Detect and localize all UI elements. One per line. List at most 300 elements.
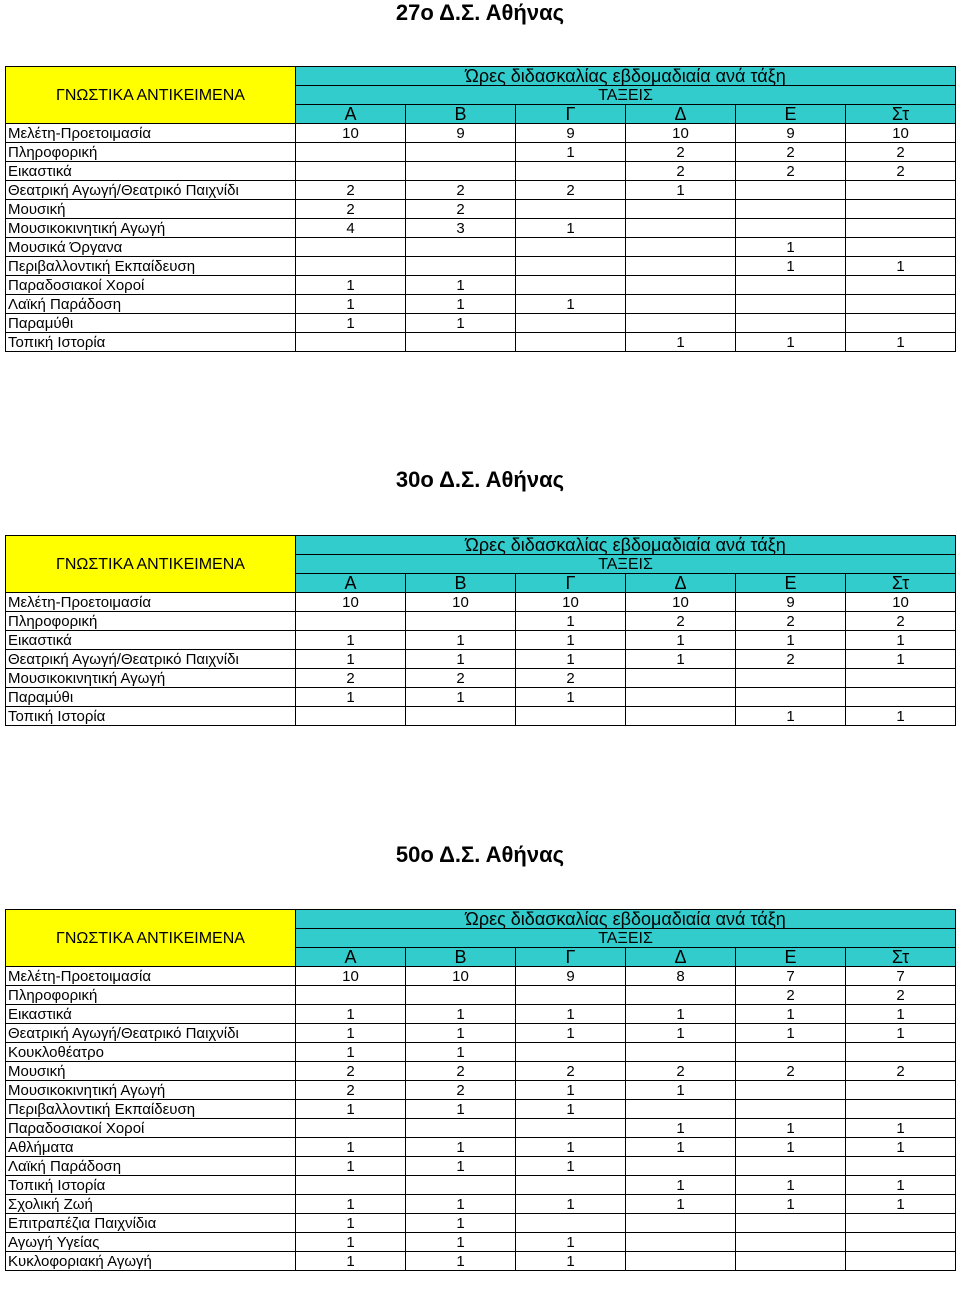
hours-cell: 1	[846, 1176, 956, 1195]
subject-cell: Περιβαλλοντική Εκπαίδευση	[6, 1100, 296, 1119]
subject-cell: Τοπική Ιστορία	[6, 333, 296, 352]
hours-cell: 10	[296, 967, 406, 986]
hours-cell	[736, 276, 846, 295]
grade-header: Γ	[516, 948, 626, 967]
hours-cell	[296, 162, 406, 181]
grade-header: Γ	[516, 574, 626, 593]
table-row	[6, 1081, 956, 1100]
hours-cell: 1	[296, 1157, 406, 1176]
hours-cell: 1	[846, 1195, 956, 1214]
school-title: 50ο Δ.Σ. Αθήνας	[395, 842, 565, 867]
table-row	[6, 1062, 956, 1081]
hours-cell	[626, 276, 736, 295]
hours-cell: 10	[406, 593, 516, 612]
subject-cell: Κυκλοφοριακή Αγωγή	[6, 1252, 296, 1271]
hours-cell: 1	[516, 1233, 626, 1252]
grade-header: Γ	[516, 105, 626, 124]
hours-cell	[736, 688, 846, 707]
table-row	[6, 631, 956, 650]
grade-header: Ε	[736, 948, 846, 967]
hours-cell	[516, 1043, 626, 1062]
hours-cell	[736, 295, 846, 314]
hours-cell	[406, 333, 516, 352]
hours-cell	[736, 314, 846, 333]
table-row	[6, 593, 956, 612]
table-row	[6, 200, 956, 219]
table-row	[6, 276, 956, 295]
hours-cell	[626, 1233, 736, 1252]
table-row	[6, 124, 956, 143]
hours-cell	[296, 1176, 406, 1195]
hours-cell: 1	[626, 1176, 736, 1195]
subject-cell: Μελέτη-Προετοιμασία	[6, 967, 296, 986]
hours-cell	[846, 314, 956, 333]
grade-header: Δ	[626, 574, 736, 593]
hours-cell: 1	[296, 650, 406, 669]
hours-cell	[406, 257, 516, 276]
hours-cell	[736, 1081, 846, 1100]
hours-cell	[846, 1043, 956, 1062]
subject-cell: Περιβαλλοντική Εκπαίδευση	[6, 257, 296, 276]
table-row	[6, 1233, 956, 1252]
table-row	[6, 986, 956, 1005]
subject-cell: Μουσικοκινητική Αγωγή	[6, 219, 296, 238]
hours-header: Ώρες διδασκαλίας εβδομαδιαία ανά τάξη	[296, 536, 956, 555]
hours-cell: 1	[406, 1252, 516, 1271]
table-row	[6, 219, 956, 238]
hours-cell: 1	[736, 1195, 846, 1214]
hours-cell	[516, 333, 626, 352]
hours-header: Ώρες διδασκαλίας εβδομαδιαία ανά τάξη	[296, 67, 956, 86]
hours-cell	[516, 238, 626, 257]
hours-cell	[846, 1233, 956, 1252]
subjects-header: ΓΝΩΣΤΙΚΑ ΑΝΤΙΚΕΙΜΕΝΑ	[6, 67, 296, 124]
hours-cell	[736, 1157, 846, 1176]
subject-cell: Πληροφορική	[6, 143, 296, 162]
hours-cell: 1	[736, 1138, 846, 1157]
hours-cell	[626, 295, 736, 314]
grade-header: Ε	[736, 574, 846, 593]
hours-cell	[406, 143, 516, 162]
hours-cell: 1	[406, 1005, 516, 1024]
hours-cell: 1	[296, 1024, 406, 1043]
hours-cell: 2	[296, 1081, 406, 1100]
hours-cell: 1	[516, 631, 626, 650]
hours-cell: 1	[406, 1214, 516, 1233]
classes-header: ΤΑΞΕΙΣ	[296, 86, 956, 105]
hours-cell	[846, 1252, 956, 1271]
hours-cell: 1	[626, 1119, 736, 1138]
table-row	[6, 162, 956, 181]
hours-cell	[406, 1176, 516, 1195]
hours-cell	[626, 314, 736, 333]
hours-cell	[516, 1176, 626, 1195]
hours-cell: 10	[406, 967, 516, 986]
grade-header: Α	[296, 105, 406, 124]
hours-cell	[736, 200, 846, 219]
subject-cell: Μελέτη-Προετοιμασία	[6, 593, 296, 612]
grade-header: Α	[296, 574, 406, 593]
hours-cell: 1	[846, 333, 956, 352]
table-row	[6, 1024, 956, 1043]
hours-cell	[626, 1043, 736, 1062]
subject-cell: Μουσική	[6, 200, 296, 219]
hours-cell: 1	[626, 650, 736, 669]
subjects-header: ΓΝΩΣΤΙΚΑ ΑΝΤΙΚΕΙΜΕΝΑ	[6, 536, 296, 593]
hours-cell: 1	[626, 1138, 736, 1157]
table-row	[6, 612, 956, 631]
grade-header: Β	[406, 105, 516, 124]
schedule-table	[5, 66, 956, 352]
hours-cell	[296, 238, 406, 257]
hours-cell: 1	[846, 650, 956, 669]
table-row	[6, 238, 956, 257]
hours-cell	[406, 162, 516, 181]
hours-cell: 2	[296, 181, 406, 200]
hours-cell: 1	[736, 1176, 846, 1195]
hours-cell	[626, 219, 736, 238]
hours-cell: 1	[736, 1005, 846, 1024]
subject-cell: Μουσικοκινητική Αγωγή	[6, 1081, 296, 1100]
subject-cell: Θεατρική Αγωγή/Θεατρικό Παιχνίδι	[6, 650, 296, 669]
hours-cell	[516, 257, 626, 276]
hours-cell	[516, 314, 626, 333]
schedule-table	[5, 535, 956, 726]
hours-cell: 1	[296, 1043, 406, 1062]
hours-cell: 2	[406, 1062, 516, 1081]
hours-cell	[626, 986, 736, 1005]
hours-cell: 9	[736, 124, 846, 143]
hours-cell	[846, 200, 956, 219]
hours-cell	[516, 986, 626, 1005]
hours-cell: 1	[516, 1024, 626, 1043]
hours-cell: 10	[846, 593, 956, 612]
hours-cell	[516, 162, 626, 181]
hours-cell: 1	[516, 1138, 626, 1157]
hours-cell: 1	[516, 1157, 626, 1176]
grade-header: Στ	[846, 948, 956, 967]
hours-cell	[406, 986, 516, 1005]
hours-cell	[296, 707, 406, 726]
hours-cell	[516, 276, 626, 295]
hours-cell	[846, 1214, 956, 1233]
hours-cell	[406, 707, 516, 726]
hours-cell: 1	[516, 688, 626, 707]
hours-cell	[626, 257, 736, 276]
subject-cell: Θεατρική Αγωγή/Θεατρικό Παιχνίδι	[6, 1024, 296, 1043]
table-row	[6, 1157, 956, 1176]
hours-cell: 2	[736, 162, 846, 181]
hours-cell	[296, 986, 406, 1005]
table-row	[6, 257, 956, 276]
hours-cell: 2	[736, 612, 846, 631]
subject-cell: Πληροφορική	[6, 612, 296, 631]
grade-header: Β	[406, 948, 516, 967]
hours-cell: 2	[846, 1062, 956, 1081]
hours-cell: 2	[846, 986, 956, 1005]
hours-cell	[846, 688, 956, 707]
hours-cell: 1	[846, 631, 956, 650]
hours-cell	[846, 219, 956, 238]
header-row	[6, 910, 956, 929]
hours-cell: 1	[296, 688, 406, 707]
hours-cell: 1	[626, 333, 736, 352]
grade-header: Β	[406, 574, 516, 593]
table-row	[6, 1119, 956, 1138]
hours-cell	[406, 612, 516, 631]
subject-cell: Τοπική Ιστορία	[6, 1176, 296, 1195]
hours-cell: 1	[516, 1005, 626, 1024]
hours-cell	[626, 688, 736, 707]
hours-cell	[626, 1252, 736, 1271]
subject-cell: Παραδοσιακοί Χοροί	[6, 276, 296, 295]
hours-cell: 9	[516, 967, 626, 986]
hours-cell: 1	[406, 1100, 516, 1119]
hours-cell: 2	[296, 1062, 406, 1081]
hours-cell	[846, 238, 956, 257]
hours-cell: 1	[406, 295, 516, 314]
hours-cell: 1	[296, 1005, 406, 1024]
hours-cell	[516, 1214, 626, 1233]
subject-cell: Μουσικά Όργανα	[6, 238, 296, 257]
hours-cell: 1	[626, 1081, 736, 1100]
hours-cell	[846, 1081, 956, 1100]
hours-cell: 8	[626, 967, 736, 986]
subject-cell: Εικαστικά	[6, 162, 296, 181]
hours-header: Ώρες διδασκαλίας εβδομαδιαία ανά τάξη	[296, 910, 956, 929]
hours-cell	[516, 200, 626, 219]
hours-cell	[626, 1157, 736, 1176]
hours-cell	[296, 333, 406, 352]
hours-cell: 9	[736, 593, 846, 612]
hours-cell: 2	[296, 669, 406, 688]
classes-header: ΤΑΞΕΙΣ	[296, 555, 956, 574]
school-title: 27ο Δ.Σ. Αθήνας	[395, 0, 565, 25]
hours-cell	[406, 238, 516, 257]
hours-cell	[846, 1100, 956, 1119]
subject-cell: Θεατρική Αγωγή/Θεατρικό Παιχνίδι	[6, 181, 296, 200]
subject-cell: Αθλήματα	[6, 1138, 296, 1157]
hours-cell: 10	[296, 124, 406, 143]
hours-cell: 2	[626, 1062, 736, 1081]
hours-cell: 1	[516, 1081, 626, 1100]
hours-cell: 1	[516, 1195, 626, 1214]
hours-cell: 4	[296, 219, 406, 238]
hours-cell: 1	[296, 295, 406, 314]
hours-cell: 3	[406, 219, 516, 238]
grade-header: Στ	[846, 105, 956, 124]
subject-cell: Λαϊκή Παράδοση	[6, 295, 296, 314]
hours-cell: 2	[846, 143, 956, 162]
hours-cell: 1	[296, 314, 406, 333]
hours-cell: 1	[736, 631, 846, 650]
hours-cell: 2	[516, 669, 626, 688]
hours-cell	[736, 1233, 846, 1252]
schedule-table	[5, 909, 956, 1271]
hours-cell: 1	[406, 1024, 516, 1043]
hours-cell: 7	[846, 967, 956, 986]
subjects-header: ΓΝΩΣΤΙΚΑ ΑΝΤΙΚΕΙΜΕΝΑ	[6, 910, 296, 967]
hours-cell: 1	[516, 1252, 626, 1271]
hours-cell: 1	[516, 650, 626, 669]
hours-cell: 9	[406, 124, 516, 143]
hours-cell: 1	[846, 1024, 956, 1043]
subject-cell: Τοπική Ιστορία	[6, 707, 296, 726]
table-row	[6, 1195, 956, 1214]
hours-cell: 1	[406, 1233, 516, 1252]
table-row	[6, 1214, 956, 1233]
hours-cell: 1	[516, 1100, 626, 1119]
grade-header: Δ	[626, 105, 736, 124]
table-row	[6, 707, 956, 726]
hours-cell: 1	[516, 612, 626, 631]
table-row	[6, 1138, 956, 1157]
table-row	[6, 688, 956, 707]
hours-cell: 1	[846, 1138, 956, 1157]
table-row	[6, 314, 956, 333]
hours-cell: 1	[296, 1100, 406, 1119]
hours-cell: 1	[296, 1195, 406, 1214]
hours-cell: 1	[296, 276, 406, 295]
hours-cell: 1	[296, 631, 406, 650]
hours-cell: 1	[736, 238, 846, 257]
hours-cell: 2	[406, 200, 516, 219]
hours-cell: 1	[626, 1195, 736, 1214]
subject-cell: Επιτραπέζια Παιχνίδια	[6, 1214, 296, 1233]
hours-cell: 1	[406, 276, 516, 295]
hours-cell	[736, 669, 846, 688]
table-row	[6, 295, 956, 314]
hours-cell: 1	[516, 143, 626, 162]
hours-cell: 2	[626, 162, 736, 181]
classes-header: ΤΑΞΕΙΣ	[296, 929, 956, 948]
hours-cell: 1	[406, 631, 516, 650]
hours-cell: 1	[406, 1043, 516, 1062]
hours-cell: 1	[516, 295, 626, 314]
hours-cell: 1	[626, 1005, 736, 1024]
header-row	[6, 67, 956, 86]
hours-cell: 1	[296, 1252, 406, 1271]
table-row	[6, 669, 956, 688]
subject-cell: Αγωγή Υγείας	[6, 1233, 296, 1252]
hours-cell: 2	[626, 143, 736, 162]
table-row	[6, 333, 956, 352]
hours-cell: 1	[406, 650, 516, 669]
hours-cell	[736, 1100, 846, 1119]
hours-cell: 1	[406, 314, 516, 333]
hours-cell	[626, 669, 736, 688]
hours-cell: 2	[846, 612, 956, 631]
hours-cell	[846, 295, 956, 314]
subject-cell: Εικαστικά	[6, 1005, 296, 1024]
hours-cell	[296, 612, 406, 631]
hours-cell: 1	[406, 688, 516, 707]
hours-cell: 2	[406, 1081, 516, 1100]
hours-cell	[846, 276, 956, 295]
subject-cell: Μουσικοκινητική Αγωγή	[6, 669, 296, 688]
subject-cell: Σχολική Ζωή	[6, 1195, 296, 1214]
hours-cell	[626, 1214, 736, 1233]
hours-cell: 2	[846, 162, 956, 181]
hours-cell	[736, 1043, 846, 1062]
hours-cell	[406, 1119, 516, 1138]
hours-cell: 1	[846, 1005, 956, 1024]
hours-cell: 1	[296, 1214, 406, 1233]
school-title: 30ο Δ.Σ. Αθήνας	[395, 467, 565, 492]
hours-cell: 1	[846, 1119, 956, 1138]
hours-cell: 2	[736, 1062, 846, 1081]
hours-cell	[846, 1157, 956, 1176]
hours-cell	[626, 707, 736, 726]
grade-header: Α	[296, 948, 406, 967]
table-row	[6, 1005, 956, 1024]
table-row	[6, 650, 956, 669]
hours-cell	[846, 181, 956, 200]
hours-cell	[736, 219, 846, 238]
hours-cell	[736, 1252, 846, 1271]
hours-cell	[296, 143, 406, 162]
table-row	[6, 181, 956, 200]
header-row	[6, 536, 956, 555]
hours-cell	[736, 1214, 846, 1233]
hours-cell: 1	[736, 1119, 846, 1138]
hours-cell	[626, 1100, 736, 1119]
hours-cell: 7	[736, 967, 846, 986]
hours-cell: 2	[736, 650, 846, 669]
hours-cell: 10	[626, 593, 736, 612]
hours-cell	[626, 200, 736, 219]
subject-cell: Μελέτη-Προετοιμασία	[6, 124, 296, 143]
hours-cell: 9	[516, 124, 626, 143]
subject-cell: Κουκλοθέατρο	[6, 1043, 296, 1062]
hours-cell: 1	[846, 257, 956, 276]
hours-cell: 2	[626, 612, 736, 631]
grade-header: Δ	[626, 948, 736, 967]
hours-cell: 1	[406, 1138, 516, 1157]
subject-cell: Παραμύθι	[6, 314, 296, 333]
hours-cell: 1	[846, 707, 956, 726]
hours-cell: 2	[406, 669, 516, 688]
hours-cell: 10	[626, 124, 736, 143]
hours-cell: 2	[516, 181, 626, 200]
subject-cell: Παραμύθι	[6, 688, 296, 707]
hours-cell	[846, 669, 956, 688]
hours-cell	[296, 257, 406, 276]
hours-cell: 1	[626, 1024, 736, 1043]
hours-cell	[296, 1119, 406, 1138]
grade-header: Στ	[846, 574, 956, 593]
table-row	[6, 1100, 956, 1119]
hours-cell: 1	[296, 1138, 406, 1157]
table-row	[6, 1176, 956, 1195]
hours-cell: 2	[406, 181, 516, 200]
subject-cell: Παραδοσιακοί Χοροί	[6, 1119, 296, 1138]
hours-cell: 1	[626, 181, 736, 200]
table-row	[6, 967, 956, 986]
hours-cell: 1	[406, 1157, 516, 1176]
hours-cell: 10	[516, 593, 626, 612]
hours-cell: 2	[516, 1062, 626, 1081]
table-row	[6, 1043, 956, 1062]
subject-cell: Πληροφορική	[6, 986, 296, 1005]
table-row	[6, 143, 956, 162]
hours-cell: 1	[736, 333, 846, 352]
hours-cell	[626, 238, 736, 257]
subject-cell: Λαϊκή Παράδοση	[6, 1157, 296, 1176]
table-row	[6, 1252, 956, 1271]
hours-cell: 1	[736, 1024, 846, 1043]
subject-cell: Εικαστικά	[6, 631, 296, 650]
